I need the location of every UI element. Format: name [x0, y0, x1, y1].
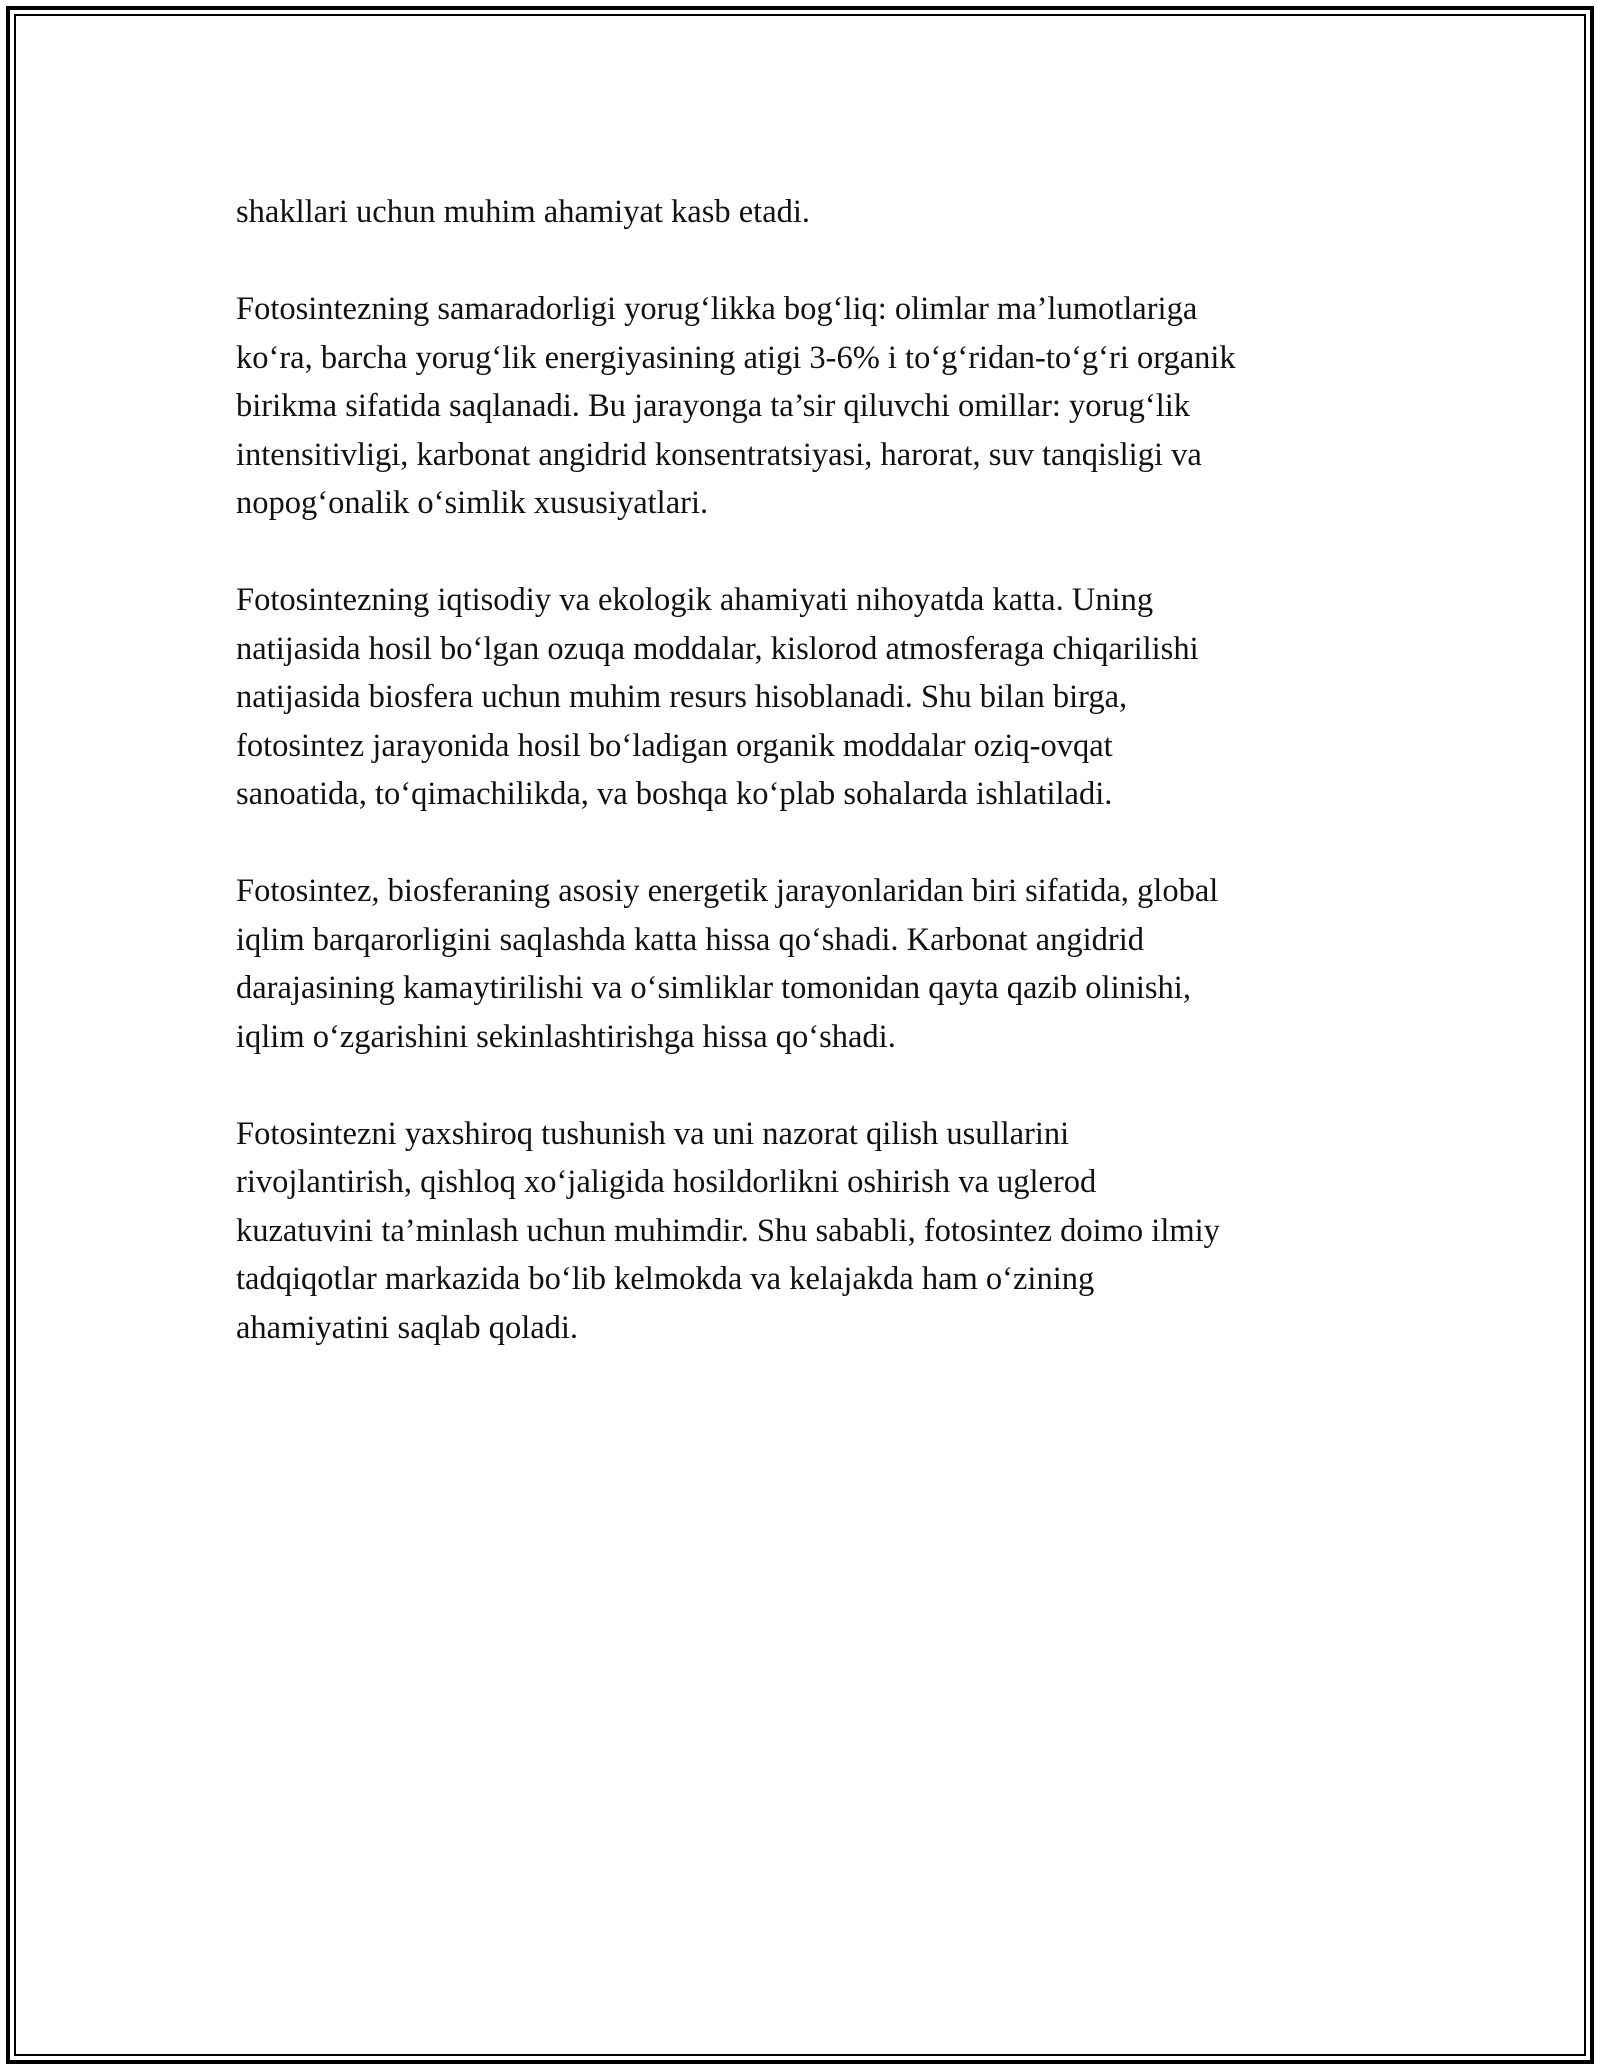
- document-body: [236, 188, 1396, 1401]
- text-line: shakllari uchun muhim ahamiyat kasb etadi.: [236, 194, 811, 230]
- paragraph-2: [236, 285, 1396, 528]
- text-line: rivojlantirish, qishloq xo‘jaligida hosildorlikni oshirish va uglerod: [236, 1164, 1097, 1200]
- text-line: Fotosintez, biosferaning asosiy energetik jarayonlaridan biri sifatida, global: [236, 873, 1219, 909]
- text-line: Fotosintezning iqtisodiy va ekologik ahamiyati nihoyatda katta. Uning: [236, 582, 1154, 618]
- text-line: sanoatida, to‘qimachilikda, va boshqa ko‘plab sohalarda ishlatiladi.: [236, 776, 1113, 812]
- text-line: iqlim barqarorligini saqlashda katta hissa qo‘shadi. Karbonat angidrid: [236, 921, 1144, 958]
- text-line: intensitivligi, karbonat angidrid konsentratsiyasi, harorat, suv tanqisligi va: [236, 436, 1202, 473]
- text-line: darajasining kamaytirilishi va o‘simliklar tomonidan qayta qazib olinishi,: [236, 970, 1191, 1006]
- paragraph-3: [236, 576, 1396, 819]
- paragraph-4: [236, 867, 1396, 1061]
- text-line: ahamiyatini saqlab qoladi.: [236, 1309, 579, 1346]
- paragraph-1: [236, 188, 1396, 237]
- text-line: birikma sifatida saqlanadi. Bu jarayonga ta’sir qiluvchi omillar: yorug‘lik: [236, 388, 1191, 424]
- text-line: Fotosintezni yaxshiroq tushunish va uni nazorat qilish usullarini: [236, 1115, 1070, 1152]
- text-line: fotosintez jarayonida hosil bo‘ladigan organik moddalar oziq-ovqat: [236, 727, 1113, 764]
- text-line: ko‘ra, barcha yorug‘lik energiyasining atigi 3-6% i to‘g‘ridan-to‘g‘ri organik: [236, 339, 1236, 376]
- text-line: tadqiqotlar markazida bo‘lib kelmokda va kelajakda ham o‘zining: [236, 1261, 1095, 1297]
- text-line: iqlim o‘zgarishini sekinlashtirishga hissa qo‘shadi.: [236, 1018, 896, 1055]
- text-line: kuzatuvini ta’minlash uchun muhimdir. Shu sababli, fotosintez doimo ilmiy: [236, 1212, 1220, 1249]
- text-line: natijasida biosfera uchun muhim resurs hisoblanadi. Shu bilan birga,: [236, 679, 1128, 715]
- text-line: natijasida hosil bo‘lgan ozuqa moddalar, kislorod atmosferaga chiqarilishi: [236, 630, 1199, 667]
- text-line: nopog‘onalik o‘simlik xususiyatlari.: [236, 485, 709, 521]
- text-line: Fotosintezning samaradorligi yorug‘likka bog‘liq: olimlar ma’lumotlariga: [236, 291, 1198, 327]
- paragraph-5: [236, 1110, 1396, 1353]
